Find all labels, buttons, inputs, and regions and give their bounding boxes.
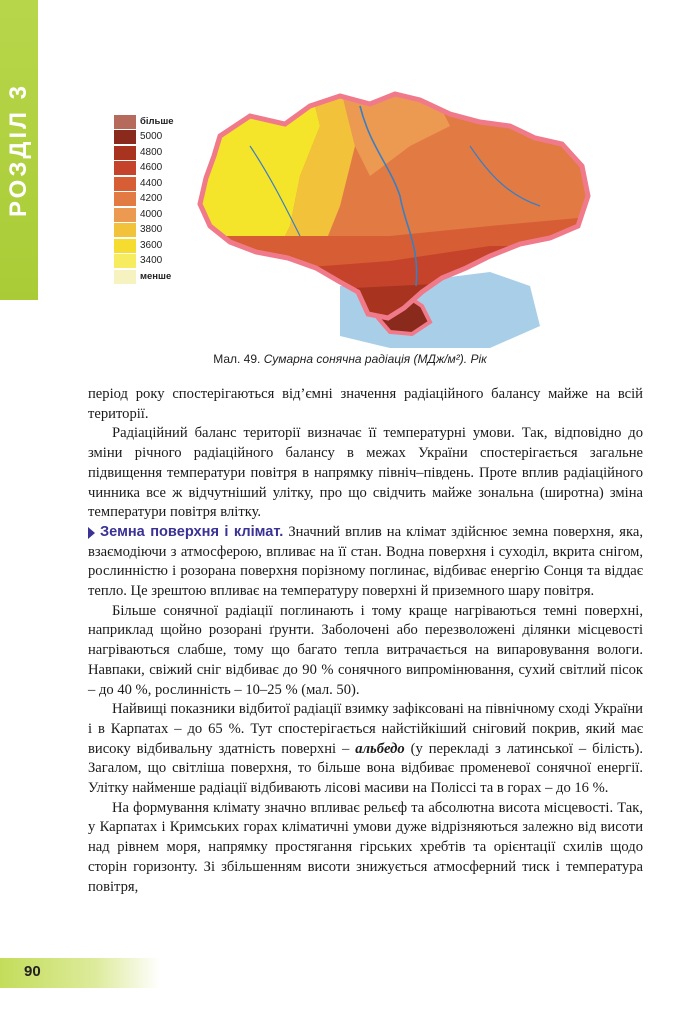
paragraph-text: Найвищі показники відбитої радіації взимку зафіксовані на північному сході України і в Карпатах – до 65 %. Тут спостерігається найстійкіший сніговий покрив, який має високу відбивальну здатність поверхні –	[88, 701, 643, 757]
paragraph: період року спостерігаються від’ємні значення радіаційного балансу майже на всій території.	[88, 386, 643, 422]
section-marker-icon	[88, 527, 95, 539]
legend-swatch	[114, 177, 136, 191]
legend-row	[114, 223, 184, 239]
figure-caption	[0, 352, 700, 366]
paragraph: Радіаційний баланс території визначає її температурні умови. Так, відповідно до зміни річного радіаційного балансу в межах України спостерігається загальне підвищення температури повітря в напрямку північ–південь. Проте вплив радіаційного чинника все ж відчутніший улітку, про що свідчить майже зональна (широтна) зміна температури повітря влітку.	[88, 425, 643, 521]
page-number: 90	[24, 963, 41, 980]
main-text	[88, 385, 643, 897]
paragraph: На формування клімату значно впливає рельєф та абсолютна висота місцевості. Так, у Карпатах і Кримських горах кліматичні умови дуже відрізняються залежно від висоти над рівнем моря, напрямку простягання гірських хребтів та орієнтації схилів щодо сторін горизонту. Зі збільшенням висоти знижується атмосферний тиск і температура повітря,	[88, 799, 643, 895]
legend-swatch-bottom	[114, 270, 136, 284]
ukraine-solar-radiation-map	[190, 86, 600, 348]
legend-label: 5000	[140, 131, 163, 143]
paragraph-text: Значний вплив на клімат здійснює земна поверхня, яка, взаємодіючи з атмосферою, впливає на її стан. Водна поверхня і суходіл, вкрита снігом, рослинністю і розорана поверхня порізному поглинає, відбиває енергію Сонця та віддає тепло. Це зрештою впливає на температуру поверхні й приземного шару повітря.	[88, 523, 643, 600]
legend-label: 4600	[140, 162, 163, 174]
caption-title: Сумарна сонячна радіація (МДж/м²). Рік	[263, 352, 487, 366]
legend-label: 3400	[140, 255, 163, 267]
term-albedo: альбедо	[355, 740, 405, 757]
map-legend	[114, 114, 184, 285]
caption-prefix: Мал. 49.	[213, 352, 261, 366]
legend-swatch	[114, 239, 136, 253]
paragraph: Більше сонячної радіації поглинають і тому краще нагріваються темні поверхні, наприклад щойно розорані ґрунти. Заболочені або перезволожені ділянки місцевості нагріваються слабше, тому що багато тепла витрачається на випаровування вологи. Навпаки, свіжий сніг відбиває до 90 % сонячного випромінювання, сухий світлий пісок – до 40 %, рослинність – 10–25 % (мал. 50).	[88, 602, 643, 698]
legend-swatch	[114, 161, 136, 175]
legend-row	[114, 254, 184, 270]
legend-top-row	[114, 114, 184, 130]
legend-label: 4000	[140, 208, 163, 220]
legend-swatch	[114, 208, 136, 222]
section-heading: Земна поверхня і клімат.	[100, 523, 284, 540]
legend-swatch	[114, 146, 136, 160]
paragraph-text: (у перекладі з латинської – білість). Загалом, що світліша поверхня, то більше вона відбиває променевої сонячної енергії. Улітку найменше радіації відбивають лісові масиви на Поліссі та в горах – до 16 %.	[88, 740, 643, 797]
legend-label: 3800	[140, 224, 163, 236]
legend-label: 4200	[140, 193, 163, 205]
legend-top-label: більше	[140, 116, 174, 127]
legend-row	[114, 238, 184, 254]
legend-label: 4400	[140, 177, 163, 189]
legend-row	[114, 207, 184, 223]
section-tab	[0, 0, 38, 300]
legend-row	[114, 176, 184, 192]
legend-row	[114, 192, 184, 208]
legend-swatch	[114, 192, 136, 206]
legend-row	[114, 130, 184, 146]
section-tab-label: РОЗДІЛ 3	[5, 82, 32, 218]
legend-label: 4800	[140, 146, 163, 158]
legend-swatch	[114, 130, 136, 144]
paragraph-section	[88, 523, 643, 602]
legend-bottom-label: менше	[140, 271, 172, 282]
legend-swatch	[114, 254, 136, 268]
legend-swatch	[114, 223, 136, 237]
legend-label: 3600	[140, 239, 163, 251]
legend-bottom-row	[114, 269, 184, 285]
legend-swatch-top	[114, 115, 136, 129]
legend-row	[114, 145, 184, 161]
legend-row	[114, 161, 184, 177]
paragraph	[88, 700, 643, 799]
